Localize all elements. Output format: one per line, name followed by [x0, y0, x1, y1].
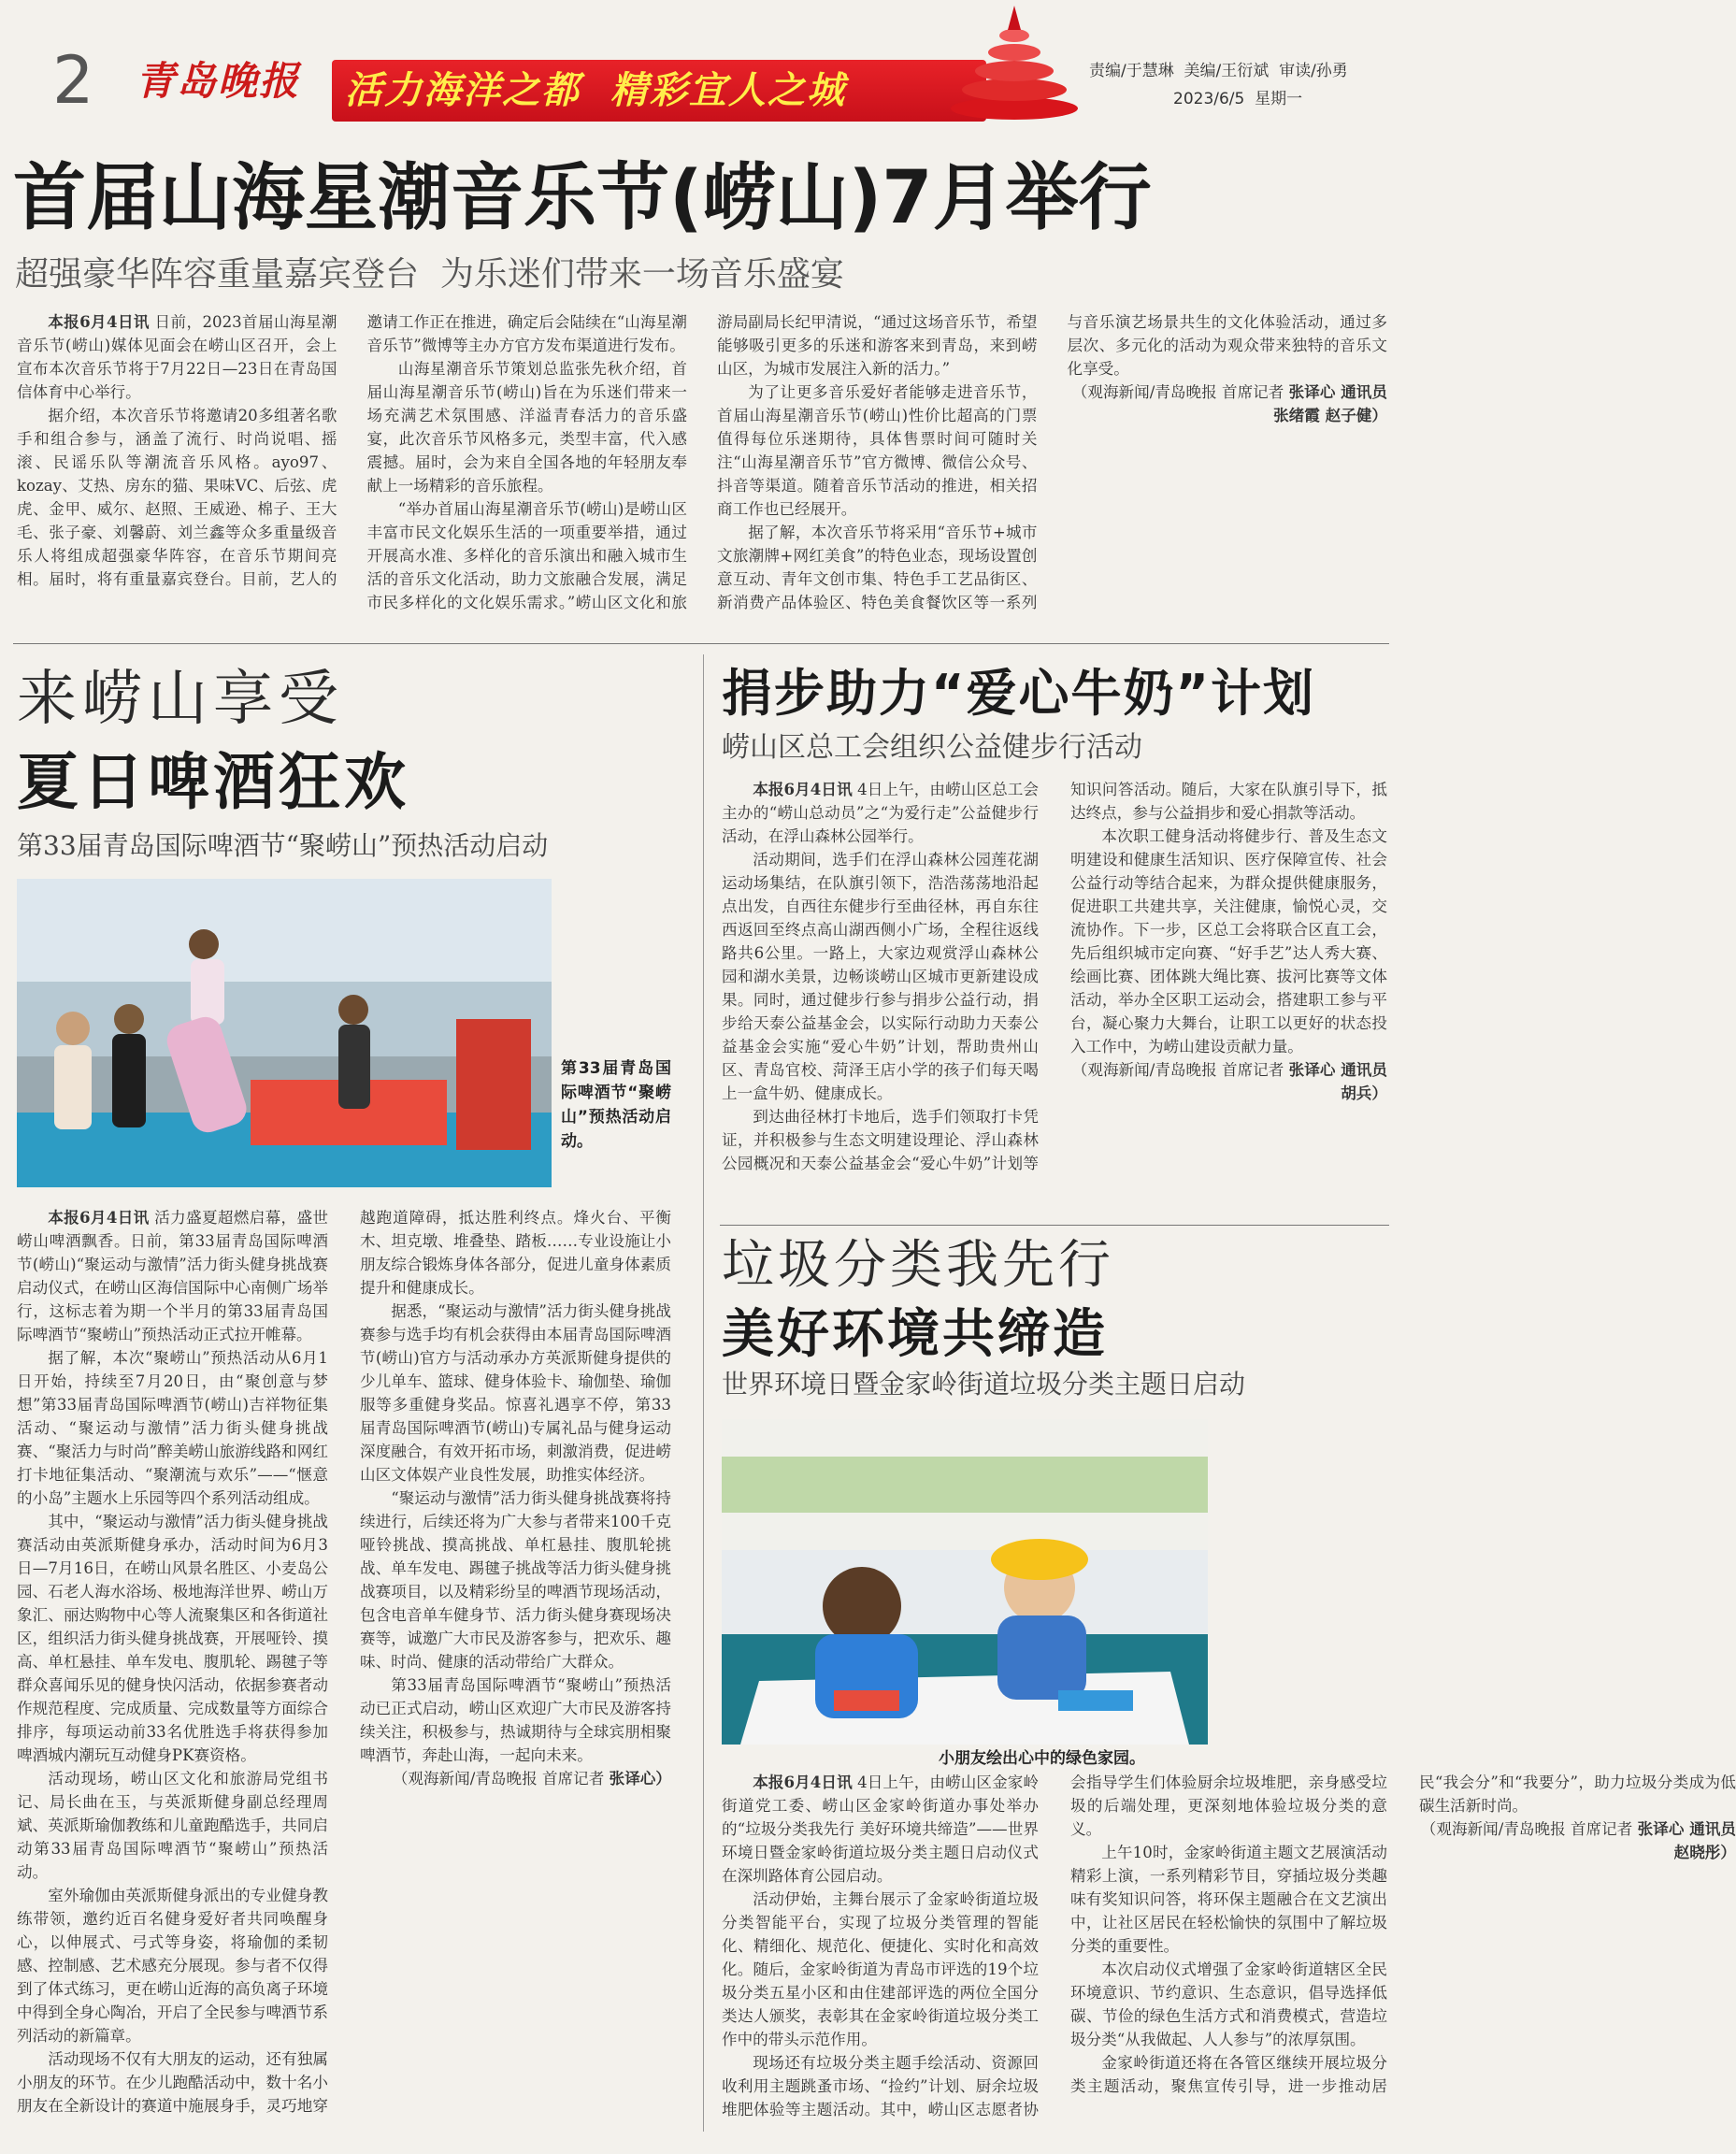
article2-paragraph: 室外瑜伽由英派斯健身派出的专业健身教练带领，邀约近百名健身爱好者共同唤醒身心，以伸展式、弓式等身姿，将瑜伽的柔韧感、控制感、艺术感充分展现。参与者不仅得到了体式练习，更在崂山近海的高负离子环境中得到全身心陶冶，开启了全民参与啤酒节系列活动的新篇章。 [17, 1887, 328, 2045]
landmark-tower-icon [944, 4, 1084, 125]
article1-lead: 本报6月4日讯 [48, 312, 150, 331]
article2-paragraph: 第33届青岛国际啤酒节“聚崂山”预热活动已正式启动，崂山区欢迎广大市民及游客持续关注，积极参与，热诚期待与全球宾朋相聚啤酒节，奔赴山海，一起向未来。 [360, 1676, 671, 1764]
masthead [0, 0, 1402, 131]
article2-headline-line2: 夏日啤酒狂欢 [17, 746, 409, 818]
article3-subheadline: 崂山区总工会组织公益健步行活动 [722, 731, 1142, 764]
kids-drawing-photo-caption: 小朋友绘出心中的绿色家园。 [939, 1749, 1145, 1768]
article2-paragraph: 其中，“聚运动与激情”活力街头健身挑战赛活动由英派斯健身承办，活动时间为6月3日—7月16日，在崂山风景名胜区、小麦岛公园、石老人海水浴场、极地海洋世界、崂山万象汇、丽达购物中心等人流聚集区和各街道社区，组织活力街头健身挑战赛，开展哑铃、摸高、单杠悬挂、单车发电、腹肌轮、踢毽子等群众喜闻乐见的健身快闪活动，依据参赛者动作规范程度、完成质量、完成数量等方面综合排序，每项运动前33名优胜选手将获得参加啤酒城内潮玩互动健身PK赛资格。 [17, 1513, 328, 1764]
article1-headline: 首届山海星潮音乐节(崂山)7月举行 [13, 156, 1152, 240]
article2-body [17, 1206, 671, 2118]
beer-festival-photo-caption: 第33届青岛国际啤酒节“聚崂山”预热活动启动。 [561, 1059, 671, 1151]
article4-body [722, 1771, 1736, 2135]
article1-signature: （观海新闻/青岛晚报 首席记者 张译心 通讯员 张绪霞 赵子健） [1071, 382, 1387, 424]
article3-headline: 捐步助力“爱心牛奶”计划 [722, 664, 1315, 723]
article1-subheadline: 超强豪华阵容重量嘉宾登台 为乐迷们带来一场音乐盛宴 [15, 255, 844, 294]
kids-drawing-illustration [722, 1419, 1208, 1745]
slogan-text: 活力海洋之都 精彩宜人之城 [345, 69, 846, 112]
beer-festival-photo [17, 879, 552, 1187]
article4-paragraph: 上午10时，金家岭街道主题文艺展演活动精彩上演，一系列精彩节目，穿插垃圾分类趣味有奖知识问答，将环保主题融合在文艺演出中，让社区居民在轻松愉快的氛围中了解垃圾分类的重要性。 [1070, 1844, 1387, 1955]
section-divider [13, 643, 1389, 644]
article2-headline-line1: 来崂山享受 [17, 665, 344, 734]
article1-paragraph: 山海星潮音乐节策划总监张先秋介绍，首届山海星潮音乐节(崂山)旨在为乐迷们带来一场充满艺术氛围感、洋溢青春活力的音乐盛宴，此次音乐节风格多元，类型丰富，代入感震撼。届时，会为来自全国各地的年轻朋友奉献上一场精彩的音乐旅程。 [366, 360, 687, 495]
article2-paragraph: 活动现场不仅有大朋友的运动，还有独属小朋友的环节。在少儿跑酷活动中，数十名小朋友在全新设计的赛道中施展身手，灵巧地穿越跑道障碍，抵达胜利终点。烽火台、平衡木、坦克墩、堆叠垫、踏板……专业设施让小朋友综合锻炼身体各部分，促进儿童身体素质提升和健康成长。 [17, 1209, 671, 2115]
article4-paragraph: 本次启动仪式增强了金家岭街道辖区全民环境意识、节约意识、生态意识，倡导选择低碳、节俭的绿色生活方式和消费模式，营造垃圾分类“从我做起、人人参与”的浓厚氛围。 [1070, 1960, 1387, 2048]
article4-signature: （观海新闻/青岛晚报 首席记者 张译心 通讯员 赵晓彤） [1420, 1819, 1736, 1861]
article3-paragraph: 活动期间，选手们在浮山森林公园莲花湖运动场集结，在队旗引领下，浩浩荡荡地沿起点出发，自西往东健步行至曲径林，再自东往西返回至终点高山湖西侧小广场，全程往返线路共6公里。一路上，大家边观赏浮山森林公园和湖水美景，边畅谈崂山区城市更新建设成果。同时，通过健步行参与捐步公益行动，捐步给天泰公益基金会，以实际行动助力天泰公益基金会实施“爱心牛奶”计划，帮助贵州山区、青岛官校、菏泽王店小学的孩子们每天喝上一盒牛奶、健康成长。 [722, 851, 1039, 1102]
article1-paragraph: “举办首届山海星潮音乐节(崂山)是崂山区丰富市民文化娱乐生活的一项重要举措，通过开展高水准、多样化的音乐演出和融入城市生活的音乐文化活动，助力文旅融合发展，满足市民多样化的文化娱乐需求。”崂山区文化和旅游局副局长纪甲清说，“通过这场音乐节，希望能够吸引更多的乐迷和游客来到青岛，来到崂山区，为城市发展注入新的活力。” [366, 313, 1038, 611]
article2-subheadline: 第33届青岛国际啤酒节“聚崂山”预热活动启动 [17, 830, 549, 861]
article2-paragraph: 据悉，“聚运动与激情”活力街头健身挑战赛参与选手均有机会获得由本届青岛国际啤酒节(崂山)官方与活动承办方英派斯健身提供的少儿单车、篮球、健身体验卡、瑜伽垫、瑜伽服等多重健身奖品。惊喜礼遇享不停，第33届青岛国际啤酒节(崂山)专属礼品与健身运动深度融合，有效开拓市场，刺激消费，促进崂山区文体娱产业良性发展，助推实体经济。 [360, 1302, 671, 1484]
article4-paragraph: 4日上午，由崂山区金家岭街道党工委、崂山区金家岭街道办事处举办的“垃圾分类我先行 美好环境共缔造”——世界环境日暨金家岭街道垃圾分类主题日启动仪式在深圳路体育公园启动。 [722, 1773, 1040, 1885]
article1-paragraph: 据介绍，本次音乐节将邀请20多组著名歌手和组合参与，涵盖了流行、时尚说唱、摇滚、民谣乐队等潮流音乐风格。ayo97、kozay、艾热、房东的猫、果味VC、后弦、虎虎、金甲、威尔、赵照、王威逊、棉子、王大毛、张子豪、刘馨蔚、刘兰鑫等众多重量级音乐人将组成超强豪华阵容，在音乐节期间亮相。届时，将有重量嘉宾登台。目前，艺人的邀请工作正在推进，确定后会陆续在“山海星潮音乐节”微博等主办方官方发布渠道进行发布。 [17, 313, 687, 588]
beer-festival-illustration [17, 879, 552, 1187]
article3-paragraph: 4日上午，由崂山区总工会主办的“崂山总动员”之“为爱行走”公益健步行活动，在浮山森林公园举行。 [722, 781, 1040, 845]
editor-credits: 责编/于慧琳 美编/王衍斌 审读/孙勇 [1089, 62, 1348, 80]
article4-subheadline: 世界环境日暨金家岭街道垃圾分类主题日启动 [722, 1369, 1246, 1400]
article4-paragraph: 现场还有垃圾分类主题手绘活动、资源回收利用主题跳蚤市场、“捡约”计划、厨余垃圾堆肥体验等主题活动。其中，崂山区志愿者协会指导学生们体验厨余垃圾堆肥，亲身感受垃圾的后端处理，更深刻地体验垃圾分类的意义。 [722, 1773, 1387, 2118]
article4-side-text [1215, 1419, 1387, 1765]
article2-paragraph: 活动现场，崂山区文化和旅游局党组书记、局长曲在玉，与英派斯健身副总经理周斌、英派斯瑜伽教练和儿童跑酷选手，共同启动第33届青岛国际啤酒节“聚崂山”预热活动。 [17, 1770, 328, 1881]
column-divider [703, 654, 704, 2132]
article3-paragraph: 到达曲径林打卡地后，选手们领取打卡凭证，并积极参与生态文明建设理论、浮山森林公园概况和天泰公益基金会“爱心牛奶”计划等知识问答活动。随后，大家在队旗引导下，抵达终点，参与公益捐步和爱心捐款等活动。 [722, 781, 1387, 1172]
article4-lead: 本报6月4日讯 [753, 1773, 853, 1791]
article1-paragraph: 日前，2023首届山海星潮音乐节(崂山)媒体见面会在崂山区召开，会上宣布本次音乐节将于7月22日—23日在青岛国信体育中心举行。 [17, 313, 337, 401]
article3-lead: 本报6月4日讯 [753, 780, 853, 798]
page-number: 2 [52, 42, 94, 119]
kids-drawing-photo [722, 1419, 1208, 1745]
article3-body [722, 778, 1387, 1217]
article2-signature: （观海新闻/青岛晚报 首席记者 张译心） [392, 1769, 671, 1788]
slogan-banner [332, 60, 986, 122]
paper-name-logo: 青岛晚报 [136, 58, 301, 104]
article2-paragraph: “聚运动与激情”活力街头健身挑战赛将持续进行，后续还将为广大参与者带来100千克哑铃挑战、摸高挑战、单杠悬挂、腹肌轮挑战、单车发电、踢毽子挑战等活力街头健身挑战赛项目，以及精彩纷呈的啤酒节现场活动，包含电音单车健身节、活力街头健身赛现场决赛等，诚邀广大市民及游客参与，把欢乐、趣味、时尚、健康的活动带给广大群众。 [360, 1489, 671, 1671]
article4-paragraph: 金家岭街道还将在各管区继续开展垃圾分类主题活动，聚焦宣传引导，进一步推动居民“我会分”和“我要分”，助力垃圾分类成为低碳生活新时尚。 [1070, 1773, 1736, 2095]
article2-paragraph: 活力盛夏超燃启幕，盛世崂山啤酒飘香。日前，第33届青岛国际啤酒节(崂山)“聚运动与激情”活力街头健身挑战赛启动仪式，在崂山区海信国际中心南侧广场举行，这标志着为期一个半月的第33届青岛国际啤酒节“聚崂山”预热活动正式拉开帷幕。 [17, 1209, 329, 1343]
article2-lead: 本报6月4日讯 [48, 1208, 150, 1227]
article4-paragraph: 活动伊始，主舞台展示了金家岭街道垃圾分类智能平台，实现了垃圾分类管理的智能化、精细化、规范化、便捷化、实时化和高效化。随后，金家岭街道为青岛市评选的19个垃圾分类五星小区和由住建部评选的两位全国分类达人颁奖，表彰其在金家岭街道垃圾分类工作中的带头示范作用。 [722, 1890, 1039, 2048]
section-divider [720, 1225, 1389, 1226]
issue-date: 2023/6/5 星期一 [1173, 90, 1303, 108]
article2-paragraph: 据了解，本次“聚崂山”预热活动从6月1日开始，持续至7月20日，由“聚创意与梦想”第33届青岛国际啤酒节(崂山)吉祥物征集活动、“聚运动与激情”活力街头健身挑战赛、“聚活力与时尚”醉美崂山旅游线路和网红打卡地征集活动、“聚潮流与欢乐”——“惬意的小岛”主题水上乐园等四个系列活动组成。 [17, 1349, 328, 1507]
article4-headline-line1: 垃圾分类我先行 [722, 1235, 1114, 1296]
article1-paragraph: 据了解，本次音乐节将采用“音乐节+城市文旅潮牌+网红美食”的特色业态，现场设置创意互动、青年文创市集、特色手工艺品街区、新消费产品体验区、特色美食餐饮区等一系列与音乐演艺场景共生的文化体验活动，通过多层次、多元化的活动为观众带来独特的音乐文化享受。 [717, 313, 1387, 611]
article4-headline-line2: 美好环境共缔造 [722, 1304, 1108, 1365]
article3-paragraph: 本次职工健身活动将健步行、普及生态文明建设和健康生活知识、医疗保障宣传、社会公益行动等结合起来，为群众提供健康服务，促进职工共建共享，关注健康，愉悦心灵，交流协作。下一步，区总工会将联合区直工会，先后组织城市定向赛、“好手艺”达人秀大赛、绘画比赛、团体跳大绳比赛、拔河比赛等文体活动，举办全区职工运动会，搭建职工参与平台，凝心聚力大舞台，让职工以更好的状态投入工作中，为崂山建设贡献力量。 [1070, 827, 1387, 1055]
article3-signature: （观海新闻/青岛晚报 首席记者 张译心 通讯员 胡兵） [1071, 1060, 1387, 1102]
article1-paragraph: 为了让更多音乐爱好者能够走进音乐节，首届山海星潮音乐节(崂山)性价比超高的门票值得每位乐迷期待，具体售票时间可随时关注“山海星潮音乐节”官方微博、微信公众号、抖音等渠道。随着音乐节活动的推进，相关招商工作也已经展开。 [717, 383, 1038, 518]
article1-body [17, 310, 1387, 633]
